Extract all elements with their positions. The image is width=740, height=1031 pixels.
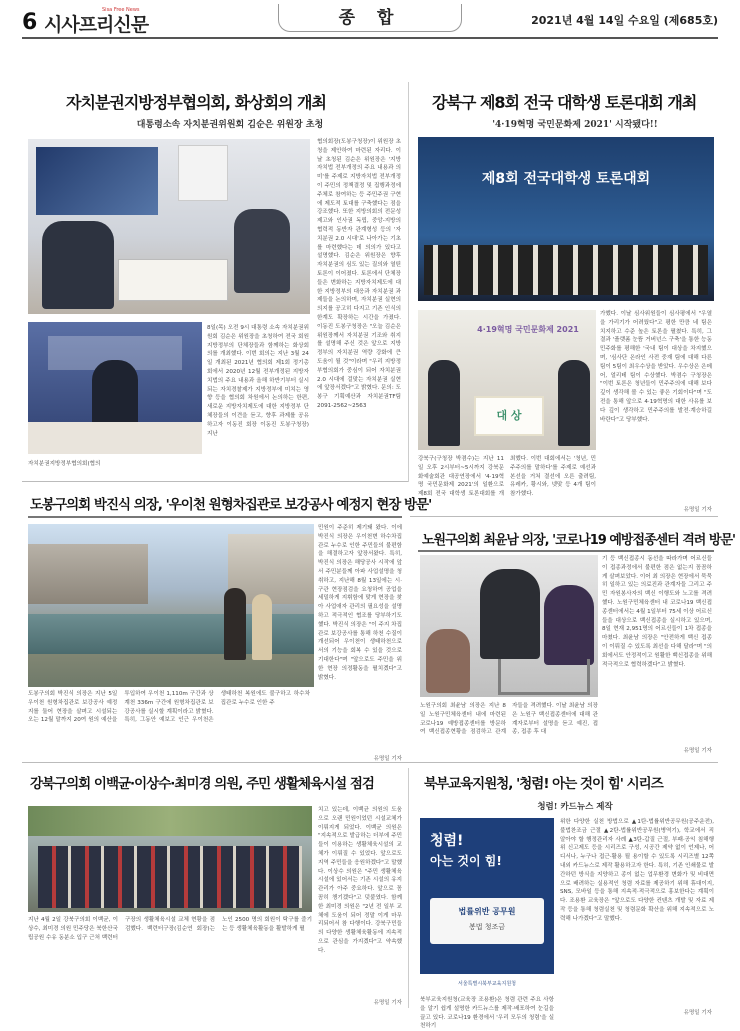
article-1-title[interactable]: 자치분권지방정부협의회, 화상회의 개최 xyxy=(66,93,326,112)
card-banner: 법률위반 공무원 xyxy=(458,907,516,916)
card-banner2: 봉법 청조금 xyxy=(468,923,506,931)
card-line2: 아는 것이 힘! xyxy=(430,854,502,868)
divider xyxy=(22,481,408,482)
article-5-body-right: 치고 있는데, 이백균 의원의 도움으로 오랜 민원이었던 시설교체가 이뤄지게 되었다. 이백균 의원은 "지속적으로 발급하는 더부에 주민들이 이용하는 생활체육시설의 교체가 이뤄질 수 있었다. 앞으로도 지역 주민들을 응원하겠다"고 말했다. 이상수 의원은 "주민 생활체육시설에 있어서는 기존 시설의 유지 관리가 아주 중요하다. 앞으로 꼼꼼히 챙기겠다"고 덧붙였다. 함께한 최미경 의원은 "2년 전 일부 교체에 도움이 되어 정말 이게 마무리되어서 참 다행이다. 강북구민들의 다양한 생활체육활동에 지속적으로 관심을 가지겠다"고 약속했다. xyxy=(318,807,402,954)
article-6-subtitle: 청렴! 카드뉴스 제작 xyxy=(537,802,613,812)
paper-logo[interactable]: 시사프리신문 xyxy=(44,14,149,36)
issue-date: 2021년 4월 14일 수요일 (제685호) xyxy=(531,14,718,27)
article-5-title[interactable]: 강북구의회 이백균·이상수·최미경 의원, 주민 생활체육시설 점검 xyxy=(30,776,374,792)
article-2-title[interactable]: 강북구 제8회 전국 대학생 토론대회 개최 xyxy=(432,93,697,112)
title-underline xyxy=(418,550,714,552)
article-1-body-right: 협의회장(도봉구청장)이 위원장 초청을 제안하여 마련된 자리다. 이날 초청된 김순은 위원장은 '지방자치법 전부개정의 주요 내용과 의미'를 주제로 지방자치법 전부개정이 주민의 정책결정 및 집행과정에 주체로 참여하는 등 주민주권 구현에 제도적 토대를 구축했다는 점을 강조했다. 또한 지방의회의 전문성 제고와 인사권 독립, 중앙-지방의 협력적 동반자 관계형성 등의 '자치분권 2.0 시대'로 나아가는 기초를 마련했다는 데 의의가 있다고 설명했다. 김순은 위원장은 향후 자치분권의 심도 있는 질의와 열띤 토론이 이어졌다. 토론에서 단체장들은 변화하는 지방자치제도에 대한 지방정부의 대응과 자치분권 과제들을 논의하며, 자치분권 실현의 의지를 공고히 다지고 기존 인식의 한계도 확장하는 시간을 가졌다. 이동진 도봉구청장은 "오늘 김순은 위원장께서 자치분권 기조와 취지를 설명해 주신 것은 앞으로 지방정부의 자치분권 역량 강화에 큰 도움이 될 것"이라며 "우리 지방정부협의회가 중심이 되어 자치분권 2.0 시대에 걸맞는 자치분권 실현에 앞장서겠다"고 밝혔다. 문의: 도봉구 기획예산과 자치분권TF팀 2091-2562~2563 xyxy=(317,139,401,409)
section-tab: 종 합 xyxy=(278,4,462,32)
column-divider xyxy=(408,768,409,1008)
article-3-title[interactable]: 도봉구의회 박진식 의장, '우이천 원형차집관로 보강공사 예정지 현장 방문' xyxy=(30,497,432,513)
article-1-body-mid: 8일(목) 오전 9시 대통령 소속 자치분권위원회 김순은 위원장을 초청하여 전국 회원 지방정부의 단체장들과 함께하는 화상회의를 개최했다. 이번 회의는 지난 3월 24일 개최된 2021년 협의회 제1회 정기총회에서 2020년 12월 전부개정된 지방자치법의 주요 내용과 올해 하반기부터 실시되는 자치경찰제가 지방정부에 미치는 영향 등을 협의회 차원에서 논의하는 한편, 새로운 지방자치제도에 대한 지방정부 단체장들의 이견을 듣고, 향후 과제를 공유하고자 이동진 회장 이동진 도봉구청장) 지난 xyxy=(207,325,309,437)
article-1-caption: 자치분권지방정부협의회(협의 xyxy=(28,461,101,467)
article-2-reporter: 유명일 기자 xyxy=(683,507,712,513)
article-5-photo xyxy=(28,806,312,912)
article-4-title[interactable]: 노원구의회 최윤남 의장, '코로나19 예방접종센터 격려 방문' xyxy=(422,533,735,548)
article-2-caption: 강북구(구청장 박겸수)는 지난 11일 오후 2시부터~5시까지 강북문화예술회관 대공연장에서 '4·19혁명 국민문화제 2021'의 일환으로 제8회 전국 대학생 토론대회를 개최했다. 이번 대회에서는 '청년, 민주주의를 말하다'를 주제로 예선과 본선을 거쳐 결선에 오른 출려팀, 유레카, 황시와, 넷맞 등 4개 팀이 참가했다. xyxy=(418,456,596,498)
article-4-body-right: 기 등 백신접종시 동선을 따라가며 어르신들이 접종과정에서 불편한 점은 없는지 꼼꼼하게 살펴보았다. 이어 최 의장은 현장에서 묵묵히 일하고 있는 의료진과 관계자들 그리고 주민 자원봉사자의 백신 이행도와 노고를 격려했다. 노원구민체육센터 내 코로나19 백신접종센터에서는 4월 1일부터 75세 이상 어르신들을 대상으로 백신접종을 실시하고 있으며, 8일 현재 2,951명의 어르신들이 1차 접종을 마쳤다. 최윤남 의장은 "안전하게 백신 접종이 이뤄질 수 있도록 최선을 다해 달라"며 "의회에서도 안정적이고 원활한 백신접종을 위해 적극적으로 협력하겠다"고 밝혔다. xyxy=(602,556,712,668)
article-2-body-right: 가했다. 이날 심사위원들이 심사평에서 "우열을 가리기가 어려웠다"고 평한 만큼 네 팀은 치지하고 수준 높은 토론을 펼쳤다. 특히, 그 결과 '플랫폼 눈뜸 거버넌스 구축'을 통한 능동 민주화를 평해한 '국내 팀이 대상을 차지했으며, '심사단 온라인 사전 중재 팀에 대해 다른 팀이 5팀이 최우수상을 받았다. 우수상은 은메어, 얼리테 팀이 수상했다. 박겸수 구청장은 "이번 토론은 청년들이 민주주의에 대해 보다 깊이 생각해 볼 수 있는 좋은 기회이다"며 "도전을 통해 앞으로 4·19혁명의 대한 사유를 보다 깊이 생각하고 민주주의를 발전·계승하길 바란다"고 당부했다. xyxy=(600,311,712,423)
article-4-photo xyxy=(420,555,598,697)
article-1-photo-bottom xyxy=(28,322,202,454)
article-1-photo-top xyxy=(28,139,310,314)
article-5-reporter: 유명일 기자 xyxy=(373,1000,402,1006)
prize-text: 대 상 xyxy=(474,396,544,436)
title-underline xyxy=(28,516,402,518)
article-2-subtitle: '4·19혁명 국민문화제 2021' 시작됐다!! xyxy=(492,120,658,130)
card-line1: 청렴! xyxy=(430,833,464,849)
article-4-caption: 노원구의회 최윤남 의장은 지난 8일 노원구민체육센터 내에 마련된 코로나19 예방접종센터를 방문하여 백신접종현황을 점검하고 관계자들을 격려했다. 이날 최윤남 의장은 노원구 백신접종센터에 대해 관계자로부터 설명을 듣고 예진, 접종, 접종 후 대 xyxy=(420,703,598,736)
column-divider xyxy=(408,82,409,482)
page-number: 6 xyxy=(22,10,38,35)
article-6-body-right: 위한 다양한 실천 방법으로 ▲1탄-법률위반공무원(공주운전), 불법찬조금 근절 ▲2탄-법률위반공무원(병역기), 학교에서 직 알아야 할 행정관리자 사례 ▲3탄-갑질 근절, 부패·공익 침해행위 신고제도 등을 시리즈로 구성, 시공간 제약 없이 언제나, 어디서나, 누구나 접근·활용 될 용이할 수 있도록 시리즈별 12쪽 내외 카드뉴스로 제작 활용하고자 한다. 특히, 기존 인쇄물로 발간하던 방식을 지양하고 종이 없는 업무환경 변화가 및 비대면으로 배려하는 실용적인 청렴 자료를 제공하기 위해 휴대이지, SNS, 모바일 등을 통해 지속적·적극적으로 홍보한다는 계획이다. 조용환 교육장은 "앞으로도 다양한 컨텐츠 개발 및 자료 제작 등을 통해 청렴실천 및 청렴문화 확산을 위해 지속적으로 노력해 나가겠다"고 말했다. xyxy=(560,819,714,922)
header-rule xyxy=(22,37,718,39)
article-2-photo-top xyxy=(418,137,714,301)
banner-text: 제8회 전국대학생 토론대회 xyxy=(481,171,651,187)
board-text: 4·19혁명 국민문화제 2021 xyxy=(477,325,579,334)
article-6-title[interactable]: 북부교육지원청, '청렴! 아는 것이 힘' 시리즈 xyxy=(424,776,663,792)
paper-logo-en: Sisa Free News xyxy=(102,7,140,13)
article-4-reporter: 유명일 기자 xyxy=(683,748,712,754)
card-footer: 서울특별시북부교육지원청 xyxy=(420,974,554,994)
article-3-body-right: 민원이 주준히 제기돼 왔다. 이에 박진식 의장은 우이천변 하수차집관로 누수로 인한 주민들의 불편함을 해결하고자 앞장서왔다. 특히, 박진식 의장은 해당공사 시작에 앞서 주민분들께 아파 사업설명을 청취하고, 지난해 8월 13일에는 시·구관 현장점검을 요청하여 공업을 세밀하게 지휘함에 맞게 현장을 찾아 사업애자 관리의 필요성을 설명하고 적극적인 협조를 당부하기도 했다. 박진식 의장은 "이 주지 차집관로 보강공사를 통해 하천 수질이 개선되어 우이천이 생태하천으로서의 기능을 회복 수 있을 것으로 기대한다"며 "앞으로도 주민을 위한 현장 의정활동을 펼치겠다"고 밝혔다. xyxy=(318,525,402,681)
article-6-reporter: 유명일 기자 xyxy=(683,1010,712,1016)
article-6-caption: 북부교육지원청(교육장 조용환)은 청렴 관련 주요 사항을 알기 쉽게 설명한 카드뉴스를 제작·배포하여 눈길을 끌고 있다. 코로나19 환경에서 '우리 모두의 청렴'을 실천하기 xyxy=(420,997,554,1030)
article-3-caption: 도봉구의회 박진식 의장은 지난 5일 우이천 원형차집관로 보강공사 예정지를 둘어 현장을 살펴고 시설되는 오는 12월 말까지 20여 원의 예산을 투입하여 우이천 1,110m 구간과 상계천 336m 구간에 원형차집관로 보강공사를 실시할 계획이라고 밝혔다. 특히, 그동안 예보고 인근 우이천은 생태하천 복원에도 불구하고 하수차집관로 누수로 인한 주 xyxy=(28,691,310,724)
article-5-caption: 지난 4월 2일 강북구의회 이백균, 이상수, 최미경 의원 민주당은 북한산국립공원 수유 동분소 입구 근처 백련터구장의 생활체육시설 교체 현황을 점검했다. 백련터구장(김순연 회장)는 노인 2500 명의 회원이 탁구를 즐기는 등 생활체육활동을 활발하게 펼 xyxy=(28,917,312,941)
article-3-photo xyxy=(28,524,314,687)
divider xyxy=(410,516,718,517)
article-2-photo-bottom xyxy=(418,310,596,450)
divider xyxy=(22,762,718,763)
article-6-card-image xyxy=(420,818,554,994)
article-3-reporter: 유명일 기자 xyxy=(373,756,402,762)
article-1-subtitle: 대통령소속 자치분권위원회 김순은 위원장 초청 xyxy=(136,120,324,130)
